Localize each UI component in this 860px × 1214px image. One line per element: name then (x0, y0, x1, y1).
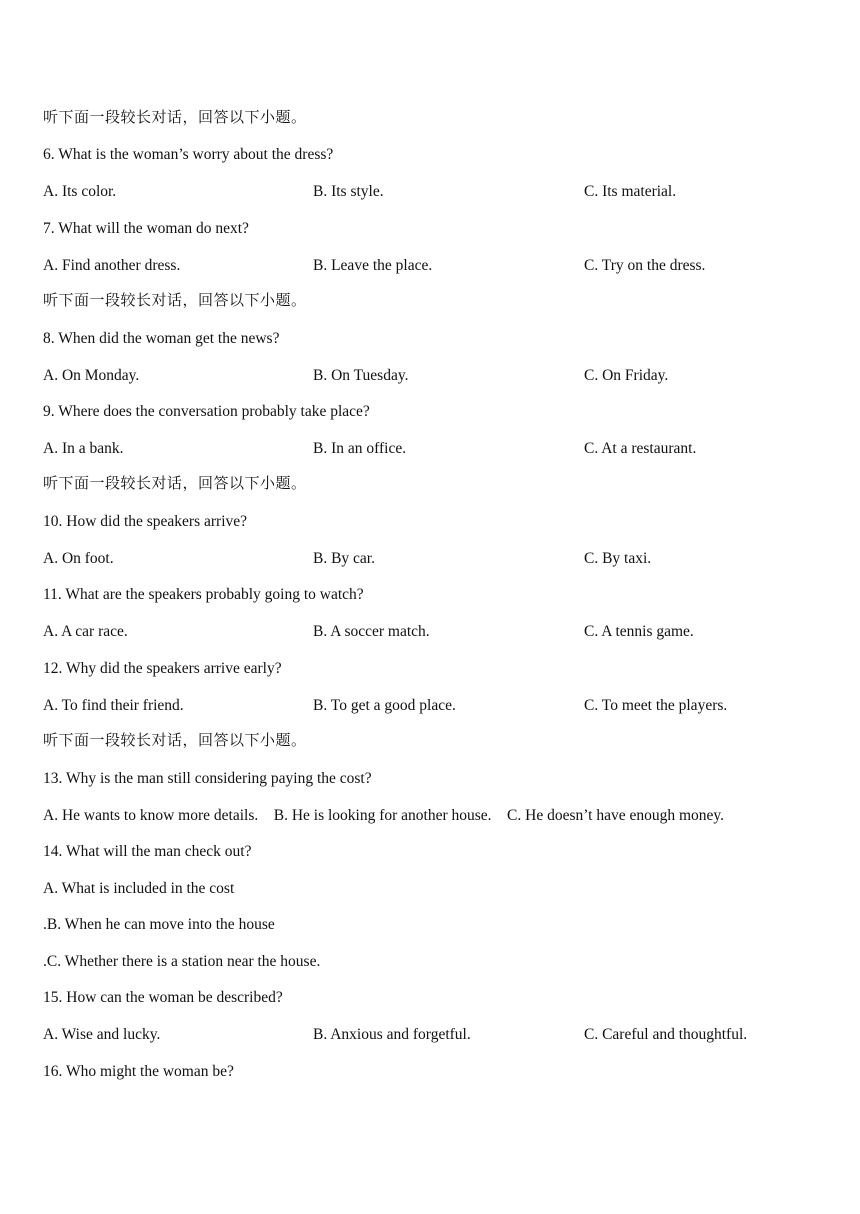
option-b: B. On Tuesday. (313, 367, 409, 384)
question-text: 11. What are the speakers probably going to watch? (43, 586, 364, 603)
question-text: 13. Why is the man still considering paying the cost? (43, 770, 372, 787)
answer-option-line: .C. Whether there is a station near the house. (43, 953, 321, 970)
section-instruction: 听下面一段较长对话，回答以下小题。 (43, 731, 307, 749)
option-b: B. A soccer match. (313, 623, 430, 640)
answer-options (43, 182, 843, 202)
answer-option-line: A. What is included in the cost (43, 880, 235, 897)
answer-options (43, 439, 843, 459)
option-b: B. In an office. (313, 440, 407, 457)
option-c: C. To meet the players. (584, 697, 728, 714)
question-text: 6. What is the woman’s worry about the dress? (43, 146, 334, 163)
option-b: B. To get a good place. (313, 697, 456, 714)
answer-option-line: .B. When he can move into the house (43, 916, 275, 933)
question-text: 14. What will the man check out? (43, 843, 252, 860)
option-c: C. On Friday. (584, 367, 669, 384)
section-instruction: 听下面一段较长对话，回答以下小题。 (43, 474, 307, 492)
option-b: B. Its style. (313, 183, 384, 200)
question-text: 8. When did the woman get the news? (43, 330, 280, 347)
question-text: 15. How can the woman be described? (43, 989, 283, 1006)
option-a: A. Wise and lucky. (43, 1026, 161, 1043)
option-a: A. In a bank. (43, 440, 124, 457)
answer-option-line: A. He wants to know more details. B. He is looking for another house. C. He doesn’t have enough money. (43, 807, 725, 824)
option-b: B. Leave the place. (313, 257, 433, 274)
option-c: C. Try on the dress. (584, 257, 706, 274)
option-a: A. To find their friend. (43, 697, 184, 714)
answer-options (43, 1025, 843, 1045)
option-b: B. Anxious and forgetful. (313, 1026, 471, 1043)
option-c: C. A tennis game. (584, 623, 694, 640)
question-text: 12. Why did the speakers arrive early? (43, 660, 282, 677)
answer-options (43, 549, 843, 569)
answer-options (43, 366, 843, 386)
option-a: A. On foot. (43, 550, 114, 567)
option-c: C. Its material. (584, 183, 677, 200)
option-c: C. Careful and thoughtful. (584, 1026, 748, 1043)
option-a: A. Find another dress. (43, 257, 181, 274)
option-a: A. Its color. (43, 183, 117, 200)
option-a: A. A car race. (43, 623, 128, 640)
question-text: 7. What will the woman do next? (43, 220, 249, 237)
option-c: C. By taxi. (584, 550, 652, 567)
option-c: C. At a restaurant. (584, 440, 697, 457)
section-instruction: 听下面一段较长对话，回答以下小题。 (43, 108, 307, 126)
question-text: 16. Who might the woman be? (43, 1063, 234, 1080)
question-text: 9. Where does the conversation probably take place? (43, 403, 370, 420)
question-text: 10. How did the speakers arrive? (43, 513, 248, 530)
option-a: A. On Monday. (43, 367, 140, 384)
answer-options (43, 622, 843, 642)
answer-options (43, 696, 843, 716)
answer-options (43, 256, 843, 276)
option-b: B. By car. (313, 550, 375, 567)
section-instruction: 听下面一段较长对话，回答以下小题。 (43, 291, 307, 309)
